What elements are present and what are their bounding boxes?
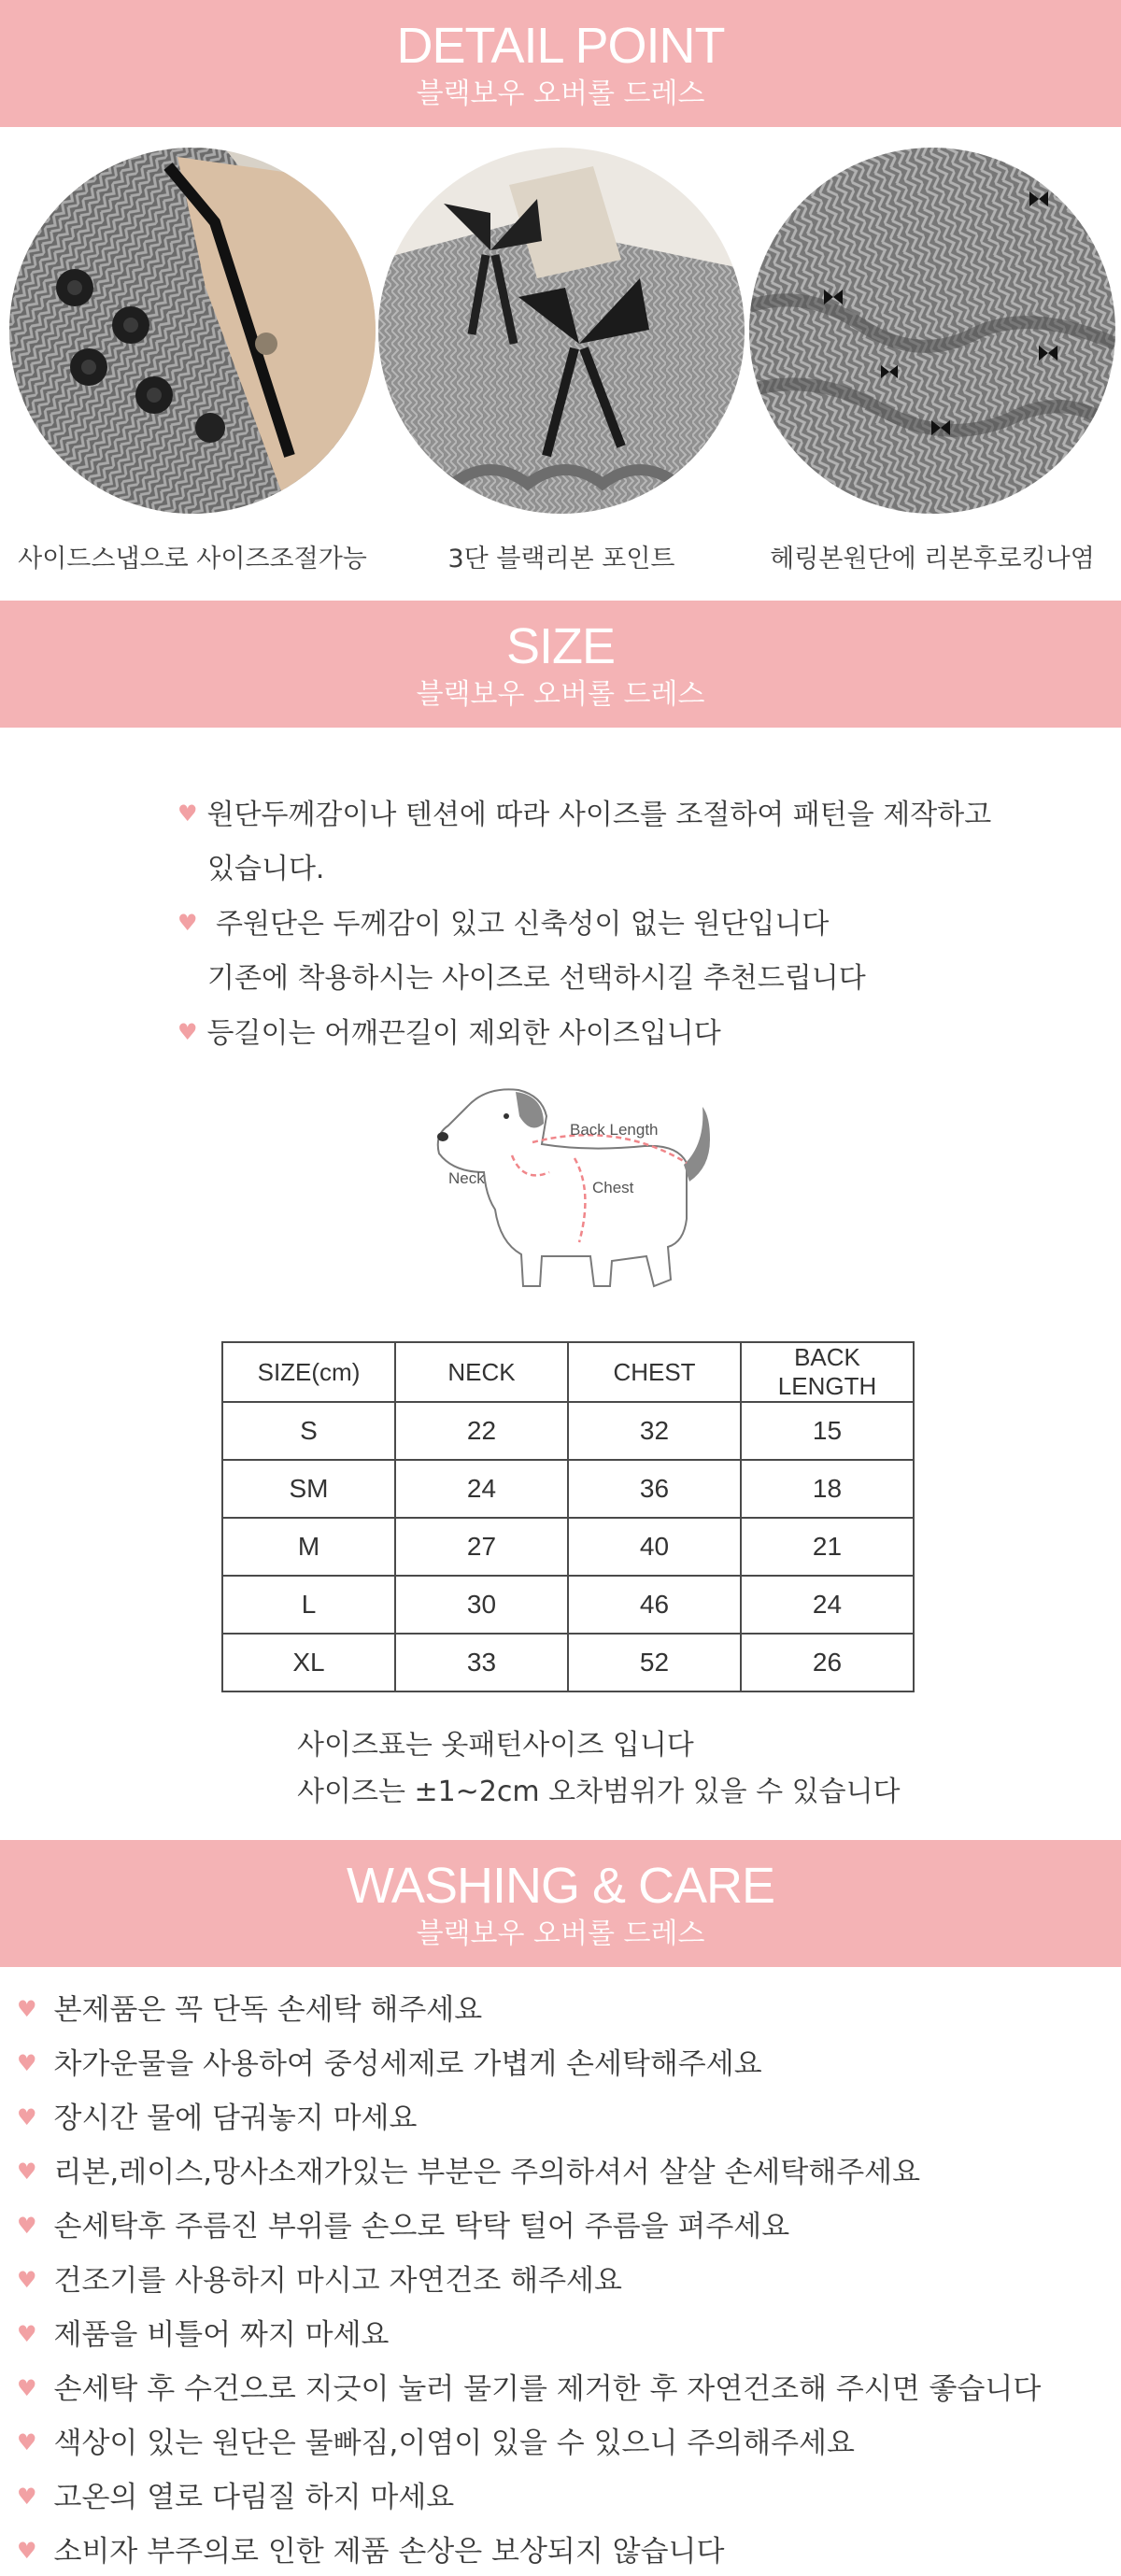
heart-icon: ♥ <box>17 2538 37 2564</box>
size-note-3 <box>177 1017 721 1050</box>
care-item <box>17 2372 1042 2406</box>
note-text: 기존에 착용하시는 사이즈로 선택하시길 추천드립니다 <box>207 962 866 995</box>
heart-icon: ♥ <box>177 800 198 827</box>
neck-label: Neck <box>448 1169 485 1187</box>
table-row <box>222 1634 914 1691</box>
table-row <box>222 1460 914 1518</box>
heart-icon: ♥ <box>17 2321 37 2347</box>
heart-icon: ♥ <box>177 910 198 936</box>
column-header-chest: CHEST <box>568 1342 741 1402</box>
care-text: 차가운물을 사용하여 중성세제로 가볍게 손세탁해주세요 <box>53 2047 762 2081</box>
care-item <box>17 2047 762 2081</box>
size-cell: S <box>222 1402 395 1460</box>
care-item <box>17 2104 417 2133</box>
care-text: 본제품은 꼭 단독 손세탁 해주세요 <box>53 1993 483 2027</box>
chest-label: Chest <box>592 1179 634 1196</box>
section-subtitle: 블랙보우 오버롤 드레스 <box>416 78 705 110</box>
detail-caption-3: 헤링본원단에 리본후로킹나염 <box>770 545 1095 573</box>
heart-icon: ♥ <box>17 2267 37 2293</box>
care-item <box>17 2318 390 2352</box>
size-cell: XL <box>222 1634 395 1691</box>
care-text: 리본,레이스,망사소재가있는 부분은 주의하셔서 살살 손세탁해주세요 <box>53 2156 921 2189</box>
size-note-1-cont <box>207 853 325 885</box>
washing-care-banner <box>0 1840 1121 1967</box>
detail-photo-side-snap <box>9 148 376 514</box>
detail-point-banner <box>0 0 1121 127</box>
column-header-back-length: BACK LENGTH <box>741 1342 914 1402</box>
size-cell: M <box>222 1518 395 1576</box>
back-length-cell: 15 <box>741 1402 914 1460</box>
heart-icon: ♥ <box>17 2375 37 2401</box>
chest-cell: 46 <box>568 1576 741 1634</box>
heart-icon: ♥ <box>17 2158 37 2185</box>
heart-icon: ♥ <box>17 2104 37 2130</box>
section-title: DETAIL POINT <box>396 18 725 74</box>
heart-icon: ♥ <box>17 2484 37 2510</box>
care-text: 건조기를 사용하지 마시고 자연건조 해주세요 <box>53 2264 622 2298</box>
care-item <box>17 2210 790 2243</box>
section-subtitle: 블랙보우 오버롤 드레스 <box>416 1918 705 1950</box>
note-text: 주원단은 두께감이 있고 신축성이 없는 원단입니다 <box>206 908 830 941</box>
column-header-neck: NECK <box>395 1342 568 1402</box>
care-text: 손세탁후 주름진 부위를 손으로 탁탁 털어 주름을 펴주세요 <box>53 2210 790 2243</box>
care-item <box>17 2158 920 2187</box>
detail-photo-herringbone <box>749 148 1115 514</box>
size-banner <box>0 601 1121 728</box>
care-item <box>17 2481 455 2514</box>
back-length-label: Back Length <box>570 1121 659 1139</box>
detail-photo-black-ribbon <box>378 148 745 514</box>
size-note-2 <box>177 908 830 941</box>
note-text: 원단두께감이나 텐션에 따라 사이즈를 조절하여 패턴을 제작하고 <box>206 799 992 831</box>
neck-cell: 24 <box>395 1460 568 1518</box>
table-header-row <box>222 1342 914 1402</box>
care-text: 장시간 물에 담궈놓지 마세요 <box>53 2102 418 2135</box>
heart-icon: ♥ <box>17 1996 37 2022</box>
care-text: 손세탁 후 수건으로 지긋이 눌러 물기를 제거한 후 자연건조해 주시면 좋습니다 <box>53 2372 1042 2406</box>
chest-cell: 52 <box>568 1634 741 1691</box>
table-row <box>222 1576 914 1634</box>
back-length-cell: 18 <box>741 1460 914 1518</box>
detail-caption-2: 3단 블랙리본 포인트 <box>447 545 675 573</box>
care-item <box>17 2264 622 2298</box>
size-cell: SM <box>222 1460 395 1518</box>
neck-cell: 30 <box>395 1576 568 1634</box>
dog-measurement-diagram <box>430 1079 719 1295</box>
table-row <box>222 1518 914 1576</box>
chest-cell: 36 <box>568 1460 741 1518</box>
care-item <box>17 1993 483 2027</box>
neck-cell: 33 <box>395 1634 568 1691</box>
section-subtitle: 블랙보우 오버롤 드레스 <box>416 678 705 711</box>
heart-icon: ♥ <box>17 2429 37 2456</box>
detail-caption-1: 사이드스냅으로 사이즈조절가능 <box>18 545 367 573</box>
neck-cell: 27 <box>395 1518 568 1576</box>
table-note-2: 사이즈는 ±1~2cm 오차범위가 있을 수 있습니다 <box>297 1776 901 1808</box>
section-title: SIZE <box>505 618 616 674</box>
chest-cell: 32 <box>568 1402 741 1460</box>
care-text: 소비자 부주의로 인한 제품 손상은 보상되지 않습니다 <box>53 2535 725 2569</box>
heart-icon: ♥ <box>17 2050 37 2076</box>
note-text: 있습니다. <box>207 853 325 885</box>
care-item <box>17 2535 725 2569</box>
back-length-cell: 21 <box>741 1518 914 1576</box>
note-text: 등길이는 어깨끈길이 제외한 사이즈입니다 <box>206 1017 721 1050</box>
neck-cell: 22 <box>395 1402 568 1460</box>
size-note-2-cont <box>207 962 866 995</box>
care-text: 색상이 있는 원단은 물빠짐,이염이 있을 수 있으니 주의해주세요 <box>53 2427 855 2460</box>
care-item <box>17 2429 855 2458</box>
column-header-size: SIZE(cm) <box>222 1342 395 1402</box>
section-title: WASHING & CARE <box>346 1858 775 1914</box>
size-cell: L <box>222 1576 395 1634</box>
table-row <box>222 1402 914 1460</box>
back-length-cell: 26 <box>741 1634 914 1691</box>
back-length-cell: 24 <box>741 1576 914 1634</box>
chest-cell: 40 <box>568 1518 741 1576</box>
heart-icon: ♥ <box>177 1019 198 1045</box>
size-table <box>221 1341 915 1692</box>
care-text: 제품을 비틀어 짜지 마세요 <box>53 2318 390 2352</box>
table-note-1: 사이즈표는 옷패턴사이즈 입니다 <box>297 1729 694 1762</box>
size-note-1 <box>177 801 991 829</box>
care-text: 고온의 열로 다림질 하지 마세요 <box>53 2481 455 2514</box>
heart-icon: ♥ <box>17 2213 37 2239</box>
